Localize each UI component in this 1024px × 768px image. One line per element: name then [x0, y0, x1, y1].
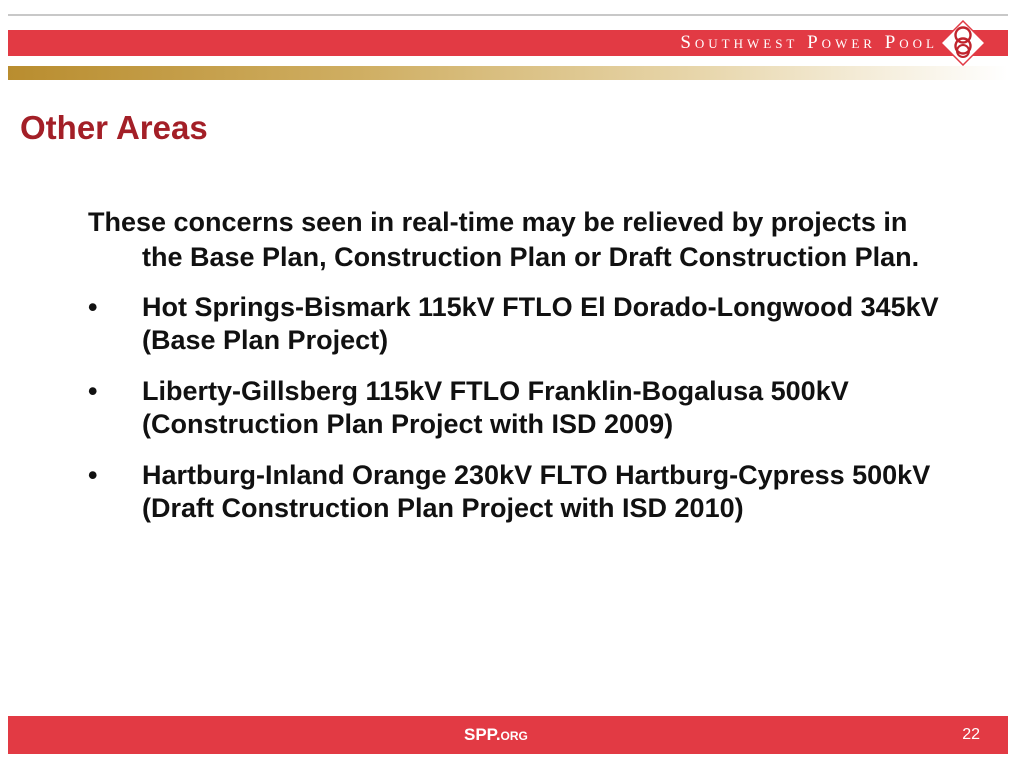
- logo-graphic: [940, 20, 986, 66]
- bullet-marker: •: [88, 292, 98, 322]
- brand-name: Southwest Power Pool: [680, 32, 938, 53]
- footer-band: [8, 716, 1008, 754]
- page-number: 22: [962, 726, 980, 743]
- header-band: [8, 30, 1008, 56]
- bullet-item-hartburg: [88, 459, 948, 525]
- footer-site-name: SPP.org: [464, 725, 528, 744]
- gold-gradient-band: [8, 66, 1008, 80]
- intro-paragraph: These concerns seen in real-time may be relieved by projects in the Base Plan, Construction Plan or Draft Construction Plan.: [88, 207, 920, 272]
- spp-logo-icon: [940, 20, 986, 66]
- bullet-text: Liberty-Gillsberg 115kV FTLO Franklin-Bogalusa 500kV (Construction Plan Project with ISD 2009): [142, 376, 849, 439]
- slide-title: Other Areas: [20, 109, 208, 146]
- bullet-text: Hartburg-Inland Orange 230kV FLTO Hartburg-Cypress 500kV (Draft Construction Plan Project with ISD 2010): [142, 460, 931, 523]
- bullet-list: [88, 291, 948, 525]
- bullet-item-hot-springs: [88, 291, 948, 357]
- bullet-marker: •: [88, 460, 98, 490]
- slide-body: [88, 205, 948, 543]
- bullet-marker: •: [88, 376, 98, 406]
- top-divider: [8, 14, 1008, 16]
- bullet-text: Hot Springs-Bismark 115kV FTLO El Dorado-Longwood 345kV (Base Plan Project): [142, 292, 939, 355]
- bullet-item-liberty-gillsberg: [88, 375, 948, 441]
